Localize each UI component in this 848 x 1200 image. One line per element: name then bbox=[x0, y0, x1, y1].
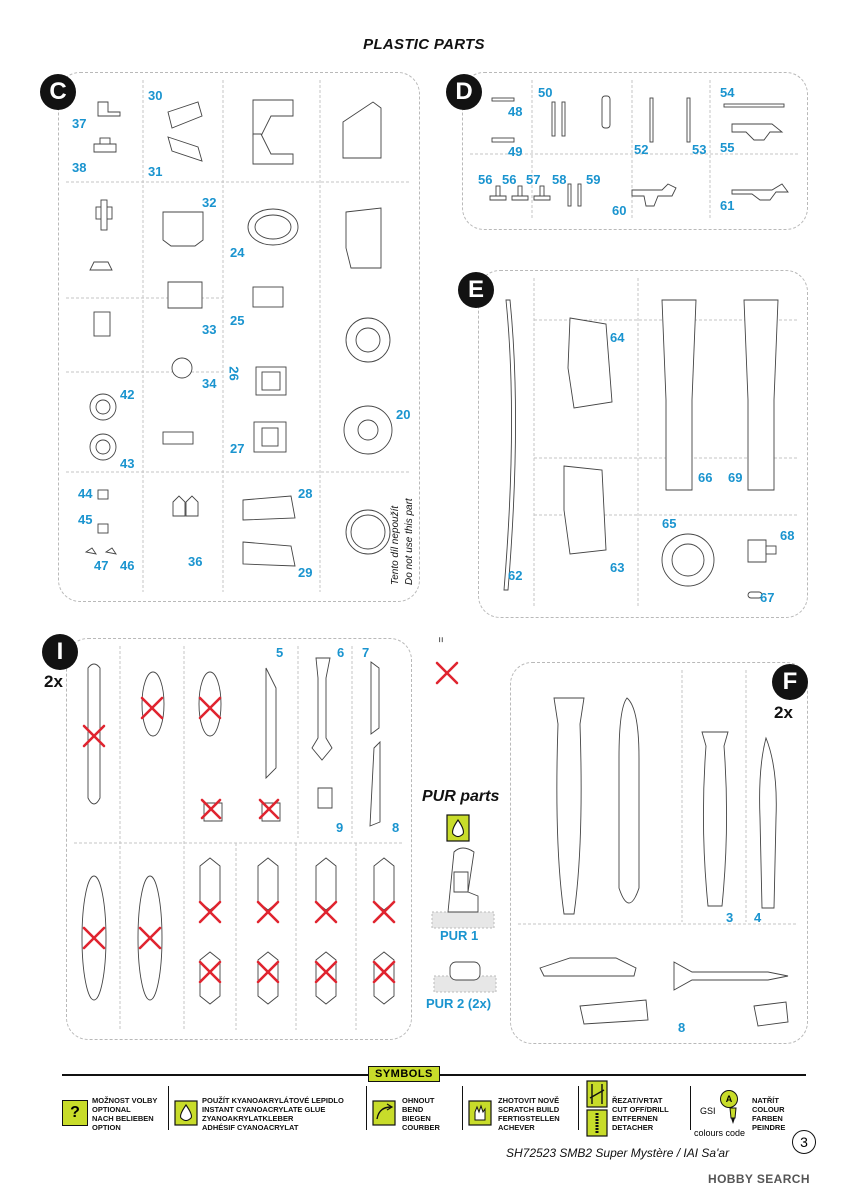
part-number: 20 bbox=[396, 407, 411, 422]
part-number: 61 bbox=[720, 198, 735, 213]
part-number: 45 bbox=[78, 512, 93, 527]
sprue-i-drawing bbox=[66, 638, 410, 1038]
sprue-e-badge: E bbox=[458, 272, 494, 308]
part-number: 68 bbox=[780, 528, 795, 543]
symbol-separator bbox=[690, 1086, 691, 1130]
paint-brush-icon: A bbox=[720, 1090, 738, 1108]
part-number: 44 bbox=[78, 486, 93, 501]
pur1-seat-drawing bbox=[428, 842, 498, 930]
part-number: 5 bbox=[276, 645, 284, 660]
sprue-i-badge: I bbox=[42, 634, 78, 670]
part-number: 6 bbox=[337, 645, 345, 660]
cut-drill-icon bbox=[586, 1080, 608, 1138]
part-number: 38 bbox=[72, 160, 87, 175]
bend-icon bbox=[372, 1100, 396, 1126]
part-number: 64 bbox=[610, 330, 625, 345]
unused-x-icon bbox=[434, 660, 460, 686]
sprue-i-qty: 2x bbox=[44, 672, 63, 691]
part-number: 25 bbox=[230, 313, 245, 328]
part-number: 69 bbox=[728, 470, 743, 485]
part-number: 53 bbox=[692, 142, 707, 157]
part-number: 65 bbox=[662, 516, 677, 531]
gsi-label: GSI bbox=[700, 1106, 716, 1116]
pur1-label: PUR 1 bbox=[440, 928, 479, 943]
pur-title: PUR parts bbox=[422, 788, 500, 805]
sprue-f-qty: 2x bbox=[774, 703, 793, 722]
hand-icon bbox=[468, 1100, 492, 1126]
part-number: 48 bbox=[508, 104, 523, 119]
part-number: 62 bbox=[508, 568, 523, 583]
part-number: 66 bbox=[698, 470, 713, 485]
part-number: 28 bbox=[298, 486, 313, 501]
symbol-separator bbox=[168, 1086, 169, 1130]
pur2-label: PUR 2 (2x) bbox=[426, 996, 492, 1011]
symbol-paint-text: NATŘÍT COLOUR FARBEN PEINDRE bbox=[752, 1096, 786, 1132]
part-number: 42 bbox=[120, 387, 135, 402]
watermark: HOBBY SEARCH bbox=[708, 1172, 810, 1186]
part-number: 63 bbox=[610, 560, 625, 575]
part-number: 27 bbox=[230, 441, 245, 456]
part-number: 8 bbox=[678, 1020, 686, 1035]
symbol-separator bbox=[366, 1086, 367, 1130]
pur2-drawing bbox=[430, 958, 500, 994]
sprue-e-drawing bbox=[478, 270, 806, 616]
part-number: 49 bbox=[508, 144, 523, 159]
optional-icon: ? bbox=[62, 1100, 88, 1126]
symbol-bend-text: OHNOUT BEND BIEGEN COURBER bbox=[402, 1096, 440, 1132]
sprue-c-badge: C bbox=[40, 74, 76, 110]
glue-drop-icon bbox=[174, 1100, 198, 1126]
part-number: 52 bbox=[634, 142, 649, 157]
sprue-c-drawing bbox=[58, 72, 418, 600]
sprue-f-badge: F bbox=[772, 664, 808, 700]
part-number: 37 bbox=[72, 116, 87, 131]
part-number: 58 bbox=[552, 172, 567, 187]
part-number: 34 bbox=[202, 376, 217, 391]
part-number: 59 bbox=[586, 172, 601, 187]
part-number: 32 bbox=[202, 195, 217, 210]
symbol-optional-text: MOŽNOST VOLBY OPTIONAL NACH BELIEBEN OPTION bbox=[92, 1096, 158, 1132]
part-number: 47 bbox=[94, 558, 109, 573]
part-number: 33 bbox=[202, 322, 217, 337]
symbol-scratch-text: ZHOTOVIT NOVĚ SCRATCH BUILD FERTIGSTELLEN ACHEVER bbox=[498, 1096, 560, 1132]
part-number: 26 bbox=[226, 366, 242, 381]
page-title: PLASTIC PARTS bbox=[363, 36, 485, 53]
symbol-cut-text: ŘEZAT/VRTAT CUT OFF/DRILL ENTFERNEN DETACHER bbox=[612, 1096, 669, 1132]
sprue-d-badge: D bbox=[446, 74, 482, 110]
footer-text: SH72523 SMB2 Super Mystère / IAI Sa'ar bbox=[506, 1146, 730, 1160]
unused-note-cz: Tento díl nepoužít bbox=[390, 505, 401, 585]
part-number: 55 bbox=[720, 140, 735, 155]
part-number: 24 bbox=[230, 245, 245, 260]
part-number: 57 bbox=[526, 172, 541, 187]
symbols-title: SYMBOLS bbox=[368, 1066, 440, 1082]
part-number: 9 bbox=[336, 820, 344, 835]
part-number: 7 bbox=[362, 645, 370, 660]
sprue-f-drawing bbox=[510, 662, 806, 1042]
page-number: 3 bbox=[792, 1130, 816, 1154]
colours-code-label: colours code bbox=[694, 1128, 746, 1138]
unused-note-en: Do not use this part bbox=[404, 498, 415, 585]
part-number: 43 bbox=[120, 456, 135, 471]
part-number: 46 bbox=[120, 558, 135, 573]
part-number: 29 bbox=[298, 565, 313, 580]
part-number: 36 bbox=[188, 554, 203, 569]
part-number: 50 bbox=[538, 85, 553, 100]
part-number: 67 bbox=[760, 590, 775, 605]
part-number: 56 bbox=[478, 172, 493, 187]
part-number: 60 bbox=[612, 203, 627, 218]
part-number: 56 bbox=[502, 172, 517, 187]
part-number: 31 bbox=[148, 164, 163, 179]
brush-icon bbox=[726, 1106, 740, 1126]
part-number: 3 bbox=[726, 910, 734, 925]
unused-note-eq: = bbox=[434, 636, 446, 643]
symbol-glue-text: POUŽÍT KYANOAKRYLÁTOVÉ LEPIDLO INSTANT CYANOACRYLATE GLUE ZYANOAKRYLATKLEBER ADHÉSIF CYANOACRYLAT bbox=[202, 1096, 344, 1132]
part-number: 8 bbox=[392, 820, 400, 835]
symbol-separator bbox=[462, 1086, 463, 1130]
part-number: 4 bbox=[754, 910, 762, 925]
part-number: 54 bbox=[720, 85, 735, 100]
symbol-separator bbox=[578, 1086, 579, 1130]
part-number: 30 bbox=[148, 88, 163, 103]
drop-icon bbox=[446, 814, 470, 842]
